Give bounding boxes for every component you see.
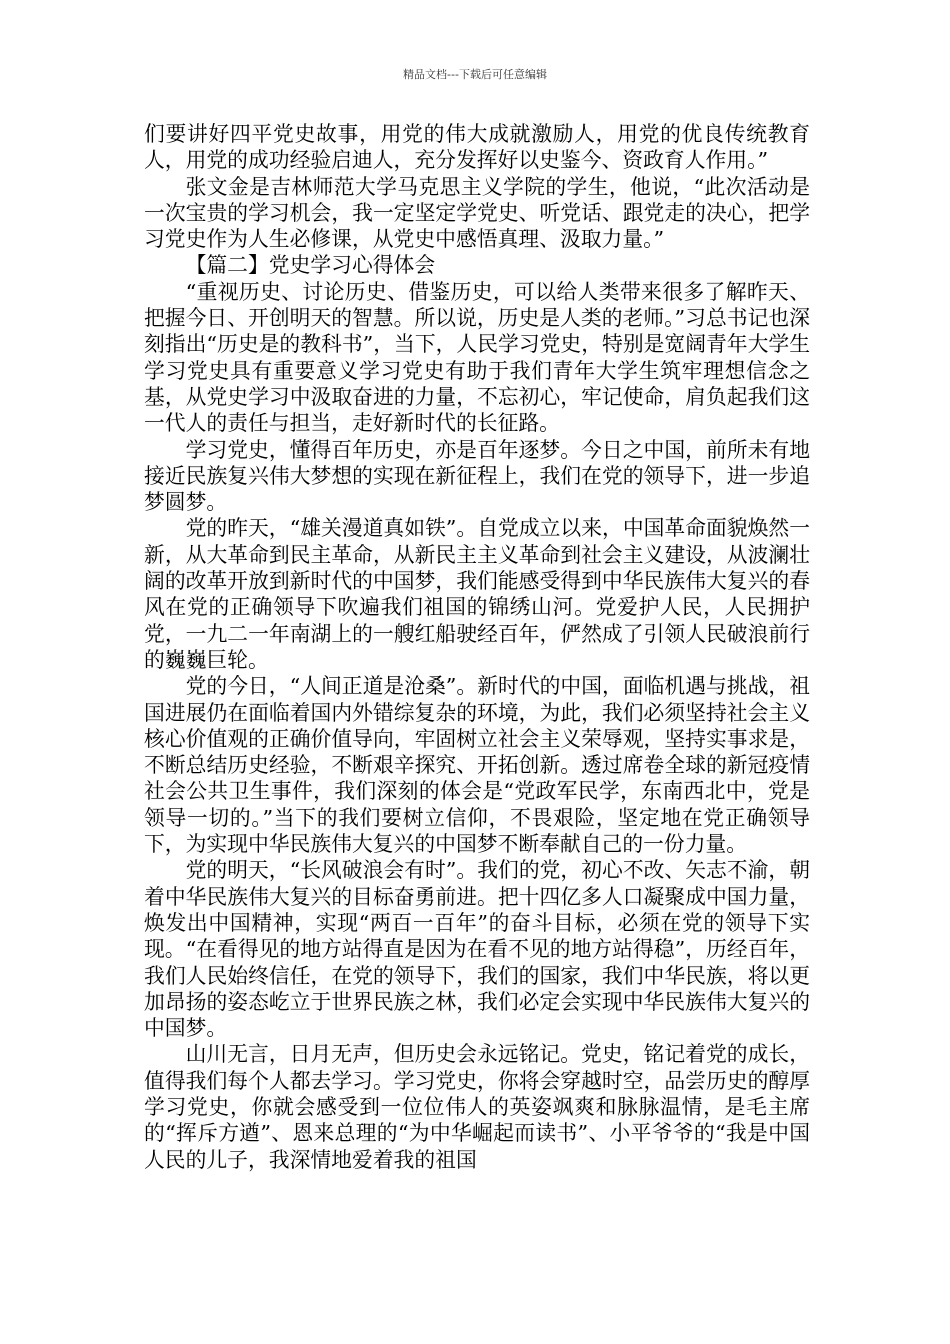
- section-heading: 【篇二】党史学习心得体会: [185, 253, 436, 278]
- page-header: 精品文档---下载后可任意编辑: [403, 68, 547, 81]
- paragraph: 党的今日，“人间正道是沧桑”。新时代的中国，面临机遇与挑战，祖国进展仍在面临着国内外错综复杂的环境，为此，我们必须坚持社会主义核心价值观的正确价值导向，牢固树立社会主义荣辱观，坚持实事求是，不断总结历史经验，不断艰辛探究、开拓创新。透过席卷全球的新冠疫情社会公共卫生事件，我们深刻的体会是“党政军民学，东南西北中，党是领导一切的。”当下的我们要树立信仰，不畏艰险，坚定地在党正确领导下，为实现中华民族伟大复兴的中国梦不断奉献自己的一份力量。: [144, 674, 810, 857]
- paragraph: 党的明天，“长风破浪会有时”。我们的党，初心不改、矢志不渝，朝着中华民族伟大复兴的目标奋勇前进。把十四亿多人口凝聚成中国力量，焕发出中国精神，实现“两百一百年”的奋斗目标，必须在党的领导下实现。“在看得见的地方站得直是因为在看不见的地方站得稳”，历经百年，我们人民始终信任，在党的领导下，我们的国家，我们中华民族，将以更加昂扬的姿态屹立于世界民族之林，我们必定会实现中华民族伟大复兴的中国梦。: [144, 858, 810, 1041]
- paragraph: “重视历史、讨论历史、借鉴历史，可以给人类带来很多了解昨天、把握今日、开创明天的智慧。所以说，历史是人类的老师。”习总书记也深刻指出“历史是的教科书”，当下，人民学习党史，特别是宽阔青年大学生学习党史具有重要意义学习党史有助于我们青年大学生筑牢理想信念之基，从党史学习中汲取奋进的力量，不忘初心，牢记使命，肩负起我们这一代人的责任与担当，走好新时代的长征路。: [144, 279, 810, 436]
- paragraph: 山川无言，日月无声，但历史会永远铭记。党史，铭记着党的成长，值得我们每个人都去学习。学习党史，你将会穿越时空，品尝历史的醇厚学习党史，你就会感受到一位位伟人的英姿飒爽和脉脉温情，是毛主席的“挥斥方遒”、恩来总理的“为中华崛起而读书”、小平爷爷的“我是中国人民的儿子，我深情地爱着我的祖国: [144, 1042, 810, 1172]
- paragraph: 学习党史，懂得百年历史，亦是百年逐梦。今日之中国，前所未有地接近民族复兴伟大梦想的实现在新征程上，我们在党的领导下，进一步追梦圆梦。: [144, 437, 810, 515]
- paragraph: 张文金是吉林师范大学马克思主义学院的学生，他说，“此次活动是一次宝贵的学习机会，我一定坚定学党史、听党话、跟党走的决心，把学习党史作为人生必修课，从党史中感悟真理、汲取力量。”: [144, 174, 810, 252]
- paragraph: 党的昨天，“雄关漫道真如铁”。自党成立以来，中国革命面貌焕然一新，从大革命到民主革命，从新民主主义革命到社会主义建设，从波澜壮阔的改革开放到新时代的中国梦，我们能感受得到中华民族伟大复兴的春风在党的正确领导下吹遍我们祖国的锦绣山河。党爱护人民，人民拥护党，一九二一年南湖上的一艘红船驶经百年，俨然成了引领人民破浪前行的巍巍巨轮。: [144, 516, 810, 672]
- document-body: [144, 121, 810, 1173]
- paragraph: 们要讲好四平党史故事，用党的伟大成就激励人，用党的优良传统教育人，用党的成功经验启迪人，充分发挥好以史鉴今、资政育人作用。”: [144, 122, 810, 173]
